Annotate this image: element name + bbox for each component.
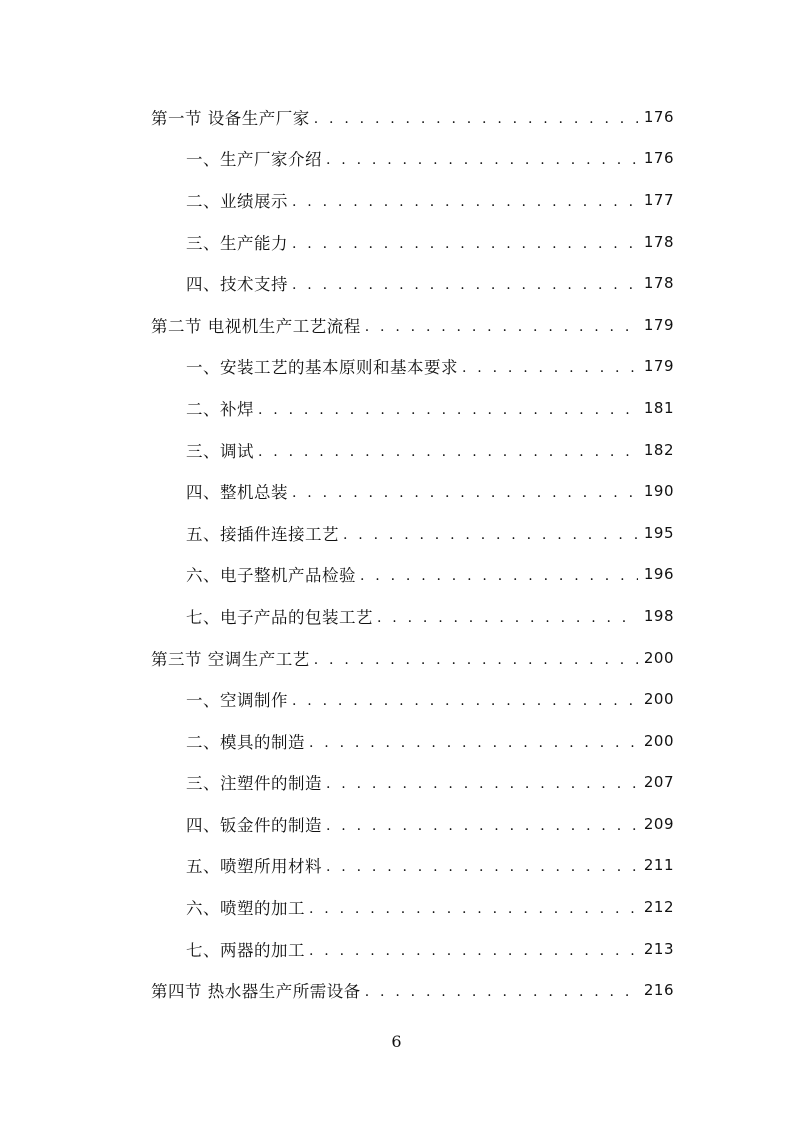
toc-entry-title: 三、生产能力 (186, 233, 288, 253)
toc-entry-title: 第二节 电视机生产工艺流程 (151, 316, 361, 336)
toc-entry-page: 200 (643, 648, 674, 667)
toc-entry[interactable] (0, 637, 793, 679)
toc-entry-title: 一、空调制作 (186, 691, 288, 711)
toc-entry[interactable] (0, 720, 793, 762)
toc-entry-page: 212 (643, 898, 674, 917)
toc-entry-page: 179 (643, 315, 674, 334)
toc-entry-page: 190 (643, 482, 674, 501)
toc-entry[interactable] (0, 221, 793, 263)
toc-entry[interactable] (0, 928, 793, 970)
toc-leader-dots (365, 984, 638, 1000)
toc-leader-dots (326, 152, 638, 168)
toc-entry-title: 第三节 空调生产工艺 (151, 649, 310, 669)
toc-entry-title: 第一节 设备生产厂家 (151, 108, 310, 128)
toc-entry-page: 200 (643, 731, 674, 750)
toc-entry-title: 一、安装工艺的基本原则和基本要求 (186, 358, 458, 378)
toc-entry[interactable] (0, 845, 793, 887)
toc-entry-page: 200 (643, 690, 674, 709)
toc-entry[interactable] (0, 678, 793, 720)
toc-leader-dots (292, 194, 638, 210)
toc-entry-page: 216 (643, 981, 674, 1000)
toc-entry[interactable] (0, 554, 793, 596)
toc-leader-dots (309, 735, 638, 751)
toc-entry-page: 198 (643, 606, 674, 625)
toc-entry[interactable] (0, 969, 793, 1011)
page-number: 6 (391, 1032, 402, 1051)
toc-entry[interactable] (0, 512, 793, 554)
toc-entry-title: 七、电子产品的包装工艺 (186, 607, 373, 627)
toc-leader-dots (326, 859, 638, 875)
toc-entry-page: 179 (643, 357, 674, 376)
toc-entry-title: 第四节 热水器生产所需设备 (151, 982, 361, 1002)
toc-leader-dots (292, 277, 638, 293)
toc-entry[interactable] (0, 595, 793, 637)
table-of-contents (0, 96, 793, 1011)
toc-leader-dots (462, 360, 638, 376)
toc-leader-dots (314, 652, 638, 668)
toc-entry-page: 196 (643, 565, 674, 584)
toc-leader-dots (292, 485, 638, 501)
toc-entry-page: 178 (643, 274, 674, 293)
toc-entry[interactable] (0, 96, 793, 138)
toc-leader-dots (258, 444, 638, 460)
toc-entry-page: 209 (643, 814, 674, 833)
toc-entry-page: 177 (643, 190, 674, 209)
toc-leader-dots (343, 527, 638, 543)
toc-entry-title: 四、整机总装 (186, 483, 288, 503)
toc-entry-page: 213 (643, 939, 674, 958)
toc-leader-dots (292, 236, 638, 252)
toc-leader-dots (326, 818, 638, 834)
toc-entry[interactable] (0, 304, 793, 346)
toc-entry-title: 五、喷塑所用材料 (186, 857, 322, 877)
toc-entry-title: 二、业绩展示 (186, 191, 288, 211)
toc-leader-dots (365, 319, 638, 335)
toc-entry-title: 六、电子整机产品检验 (186, 566, 356, 586)
toc-entry-title: 七、两器的加工 (186, 940, 305, 960)
toc-entry-title: 五、接插件连接工艺 (186, 524, 339, 544)
toc-entry[interactable] (0, 762, 793, 804)
toc-leader-dots (258, 402, 638, 418)
toc-entry[interactable] (0, 803, 793, 845)
toc-entry-page: 181 (643, 398, 674, 417)
toc-entry-title: 四、技术支持 (186, 275, 288, 295)
toc-entry[interactable] (0, 387, 793, 429)
toc-entry[interactable] (0, 138, 793, 180)
toc-leader-dots (309, 943, 638, 959)
toc-leader-dots (314, 111, 638, 127)
toc-entry-title: 六、喷塑的加工 (186, 899, 305, 919)
toc-entry-page: 176 (643, 149, 674, 168)
toc-entry[interactable] (0, 886, 793, 928)
toc-leader-dots (360, 568, 638, 584)
toc-entry-title: 三、调试 (186, 441, 254, 461)
toc-leader-dots (309, 901, 638, 917)
toc-leader-dots (377, 610, 638, 626)
toc-entry-title: 四、钣金件的制造 (186, 815, 322, 835)
toc-entry-title: 二、模具的制造 (186, 732, 305, 752)
toc-entry[interactable] (0, 262, 793, 304)
toc-entry-page: 211 (643, 856, 674, 875)
toc-entry-page: 176 (643, 107, 674, 126)
toc-entry-title: 一、生产厂家介绍 (186, 150, 322, 170)
toc-entry-title: 三、注塑件的制造 (186, 774, 322, 794)
toc-entry[interactable] (0, 179, 793, 221)
toc-entry[interactable] (0, 470, 793, 512)
toc-entry-page: 182 (643, 440, 674, 459)
toc-entry[interactable] (0, 346, 793, 388)
toc-entry[interactable] (0, 429, 793, 471)
toc-leader-dots (326, 776, 638, 792)
toc-entry-title: 二、补焊 (186, 399, 254, 419)
toc-entry-page: 178 (643, 232, 674, 251)
toc-entry-page: 195 (643, 523, 674, 542)
toc-entry-page: 207 (643, 773, 674, 792)
toc-leader-dots (292, 693, 638, 709)
